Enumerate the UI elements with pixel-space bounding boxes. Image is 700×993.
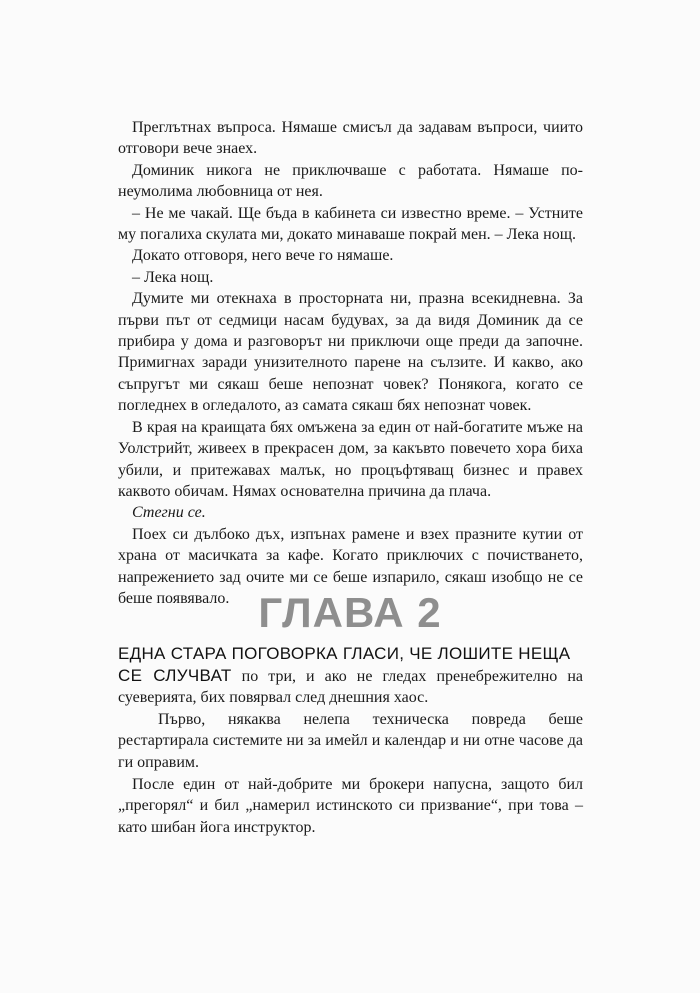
chapter-heading: ГЛАВА 2 (258, 589, 442, 636)
paragraph: Докато отговоря, него вече го нямаше. (132, 247, 394, 265)
chapter-opening-caps-line-1: ЕДНА СТАРА ПОГОВОРКА ГЛАСИ, ЧЕ ЛОШИТЕ НЕЩА (118, 644, 571, 663)
paragraph: Първо, някаква нелепа техническа повреда беше рестартирала системите ни за имейл и календар и ни отне часове да ги оправим. (118, 710, 583, 771)
paragraph: Доминик никога не приключваше с работата. Нямаше по-неумолима любовница от нея. (118, 161, 583, 201)
section-1-text (118, 117, 583, 609)
italic-paragraph: Стегни се. (132, 504, 206, 522)
paragraph: Поех си дълбоко дъх, изпънах рамене и взех празните кутии от храна от масичката за кафе. Когато приключих с почистването, напрежението зад очите ми се беше изпарило, сякаш изобщо не се беше появявало. (118, 525, 583, 607)
chapter-opening-paragraph (118, 665, 583, 709)
paragraph: В края на краищата бях омъжена за един от най-богатите мъже на Уолстрийт, живеех в прекрасен дом, за какъвто повечето хора биха убили, и притежавах малък, но процъфтяващ бизнес и правех каквото обичам. Нямах основателна причина да плача. (118, 418, 583, 500)
paragraph: Думите ми отекнаха в просторната ни, празна всекидневна. За първи път от седмици насам будувах, за да видя Доминик да се прибира у дома и разговорът ни приключи още преди да започне. Примигнах заради унизителното парене на сълзите. И какво, ако съпругът ми сякаш беше непознат човек? Понякога, когато се погледнех в огледалото, аз самата сякаш бях непознат човек. (118, 290, 583, 415)
chapter-opening-rest: по три, и ако не гледах пренебрежително на суеверията, бих повярвал след днешния хаос. (118, 667, 583, 707)
paragraph: Преглътнах въпроса. Нямаше смисъл да задавам въпроси, чиито отговори вече знаех. (118, 119, 583, 158)
chapter-opening-caps-line-2: СЕ СЛУЧВАТ (118, 665, 232, 685)
paragraph: После един от най-добрите ми брокери напусна, защото бил „прегорял“ и бил „намерил истинското си призвание“, при това – като шибан йога инструктор. (118, 775, 583, 836)
chapter-2-text (118, 643, 583, 838)
paragraph: – Не ме чакай. Ще бъда в кабинета си известно време. – Устните му погалиха скулата ми, докато минаваше покрай мен. – Лека нощ. (118, 204, 583, 244)
paragraph: – Лека нощ. (132, 268, 214, 286)
